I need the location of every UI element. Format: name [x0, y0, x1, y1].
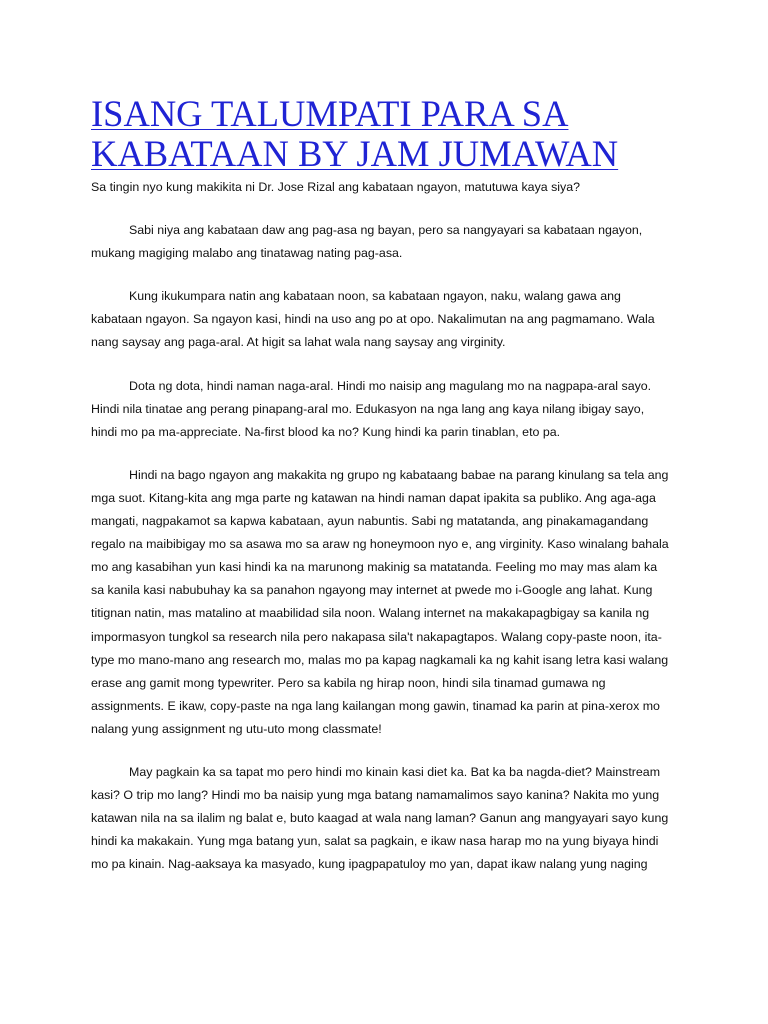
paragraph-line: sa kanila kasi nabubuhay ka sa panahon ngayong may internet at pwede mo i-Google ang lahat. Kung	[91, 583, 653, 598]
paragraph-line: katawan nila na sa ilalim ng balat e, buto kaagad at wala nang laman? Ganun ang mangyayari sayo kung	[91, 811, 669, 826]
paragraph-line: Kung ikukumpara natin ang kabataan noon, sa kabataan ngayon, naku, walang gawa ang	[129, 289, 621, 304]
paragraph-line: mga suot. Kitang-kita ang mga parte ng katawan na hindi naman dapat ipakita sa publiko. Ang aga-aga	[91, 490, 656, 505]
title-line: ISANG TALUMPATI PARA SA	[91, 93, 569, 134]
paragraph	[91, 219, 681, 265]
paragraph-gap	[91, 444, 681, 464]
paragraph-gap	[91, 741, 681, 761]
paragraph-line: mangati, nagpakamot sa kapwa kabataan, ayun nabuntis. Sabi ng matatanda, ang pinakamagandang	[91, 514, 649, 529]
paragraph-line: type mo mano-mano ang research mo, malas mo pa kapag nagkamali ka ng kahit isang letra kasi walang	[91, 652, 669, 667]
paragraph-line: nalang yung assignment ng utu-uto mong classmate!	[91, 721, 382, 736]
paragraph-line: erase ang gamit mong typewriter. Pero sa kabila ng hirap noon, hindi sila tinamad gumawa ng	[91, 675, 606, 690]
paragraph-line: Hindi na bago ngayon ang makakita ng grupo ng kabataang babae na parang kinulang sa tela ang	[129, 467, 669, 482]
paragraph-line: kabataan ngayon. Sa ngayon kasi, hindi na uso ang po at opo. Nakalimutan na ang pagmamano. Wala	[91, 312, 655, 327]
paragraph-line: impormasyon tungkol sa research nila pero nakapasa sila't nakapagtapos. Walang copy-paste noon, ita-	[91, 629, 662, 644]
paragraph-line: Hindi nila tinatae ang perang pinapang-aral mo. Edukasyon na nga lang ang kaya nilang ibigay sayo,	[91, 401, 645, 416]
paragraph-line: mo ang kasabihan yun kasi hindi ka na marunong makinig sa matatanda. Feeling mo may mas alam ka	[91, 560, 658, 575]
document-body	[91, 176, 681, 876]
paragraph-line: mo pa kinain. Nag-aaksaya ka masyado, kung ipagpapatuloy mo yan, dapat ikaw nalang yung naging	[91, 857, 648, 872]
paragraph	[91, 285, 681, 354]
paragraph	[91, 464, 681, 741]
paragraph	[91, 375, 681, 444]
paragraph-line: nang saysay ang paga-aral. At higit sa lahat wala nang saysay ang virginity.	[91, 335, 506, 350]
intro-line: Sa tingin nyo kung makikita ni Dr. Jose Rizal ang kabataan ngayon, matutuwa kaya siya?	[91, 180, 581, 194]
paragraph-line: kasi? O trip mo lang? Hindi mo ba naisip yung mga batang namamalimos sayo kanina? Nakita mo yung	[91, 788, 660, 803]
paragraph-line: regalo na maibibigay mo sa asawa mo sa araw ng honeymoon nyo e, ang virginity. Kaso winalang bahala	[91, 537, 669, 552]
paragraph-line: assignments. E ikaw, copy-paste na nga lang kailangan mong gawin, tinamad ka parin at pina-xerox mo	[91, 698, 660, 713]
document-title-link[interactable]	[91, 94, 711, 174]
paragraph	[91, 761, 681, 876]
paragraph-gap	[91, 199, 681, 219]
title-line: KABATAAN BY JAM JUMAWAN	[91, 133, 619, 174]
paragraph-line: mukang magiging malabo ang tinatawag nating pag-asa.	[91, 246, 403, 261]
paragraph-line: May pagkain ka sa tapat mo pero hindi mo kinain kasi diet ka. Bat ka ba nagda-diet? Mainstream	[129, 764, 661, 779]
paragraph-gap	[91, 355, 681, 375]
paragraph-line: hindi ka makakain. Yung mga batang yun, salat sa pagkain, e ikaw nasa harap mo na yung biyaya hindi	[91, 834, 659, 849]
paragraph-line: Dota ng dota, hindi naman naga-aral. Hindi mo naisip ang magulang mo na nagpapa-aral sayo.	[129, 378, 652, 393]
paragraph-line: Sabi niya ang kabataan daw ang pag-asa ng bayan, pero sa nangyayari sa kabataan ngayon,	[129, 223, 643, 238]
paragraph-line: titignan natin, mas matalino at maabilidad sila noon. Walang internet na makakapagbigay sa kanila ng	[91, 606, 650, 621]
paragraph-gap	[91, 265, 681, 285]
paragraph-line: hindi mo pa ma-appreciate. Na-first blood ka no? Kung hindi ka parin tinablan, eto pa.	[91, 424, 561, 439]
